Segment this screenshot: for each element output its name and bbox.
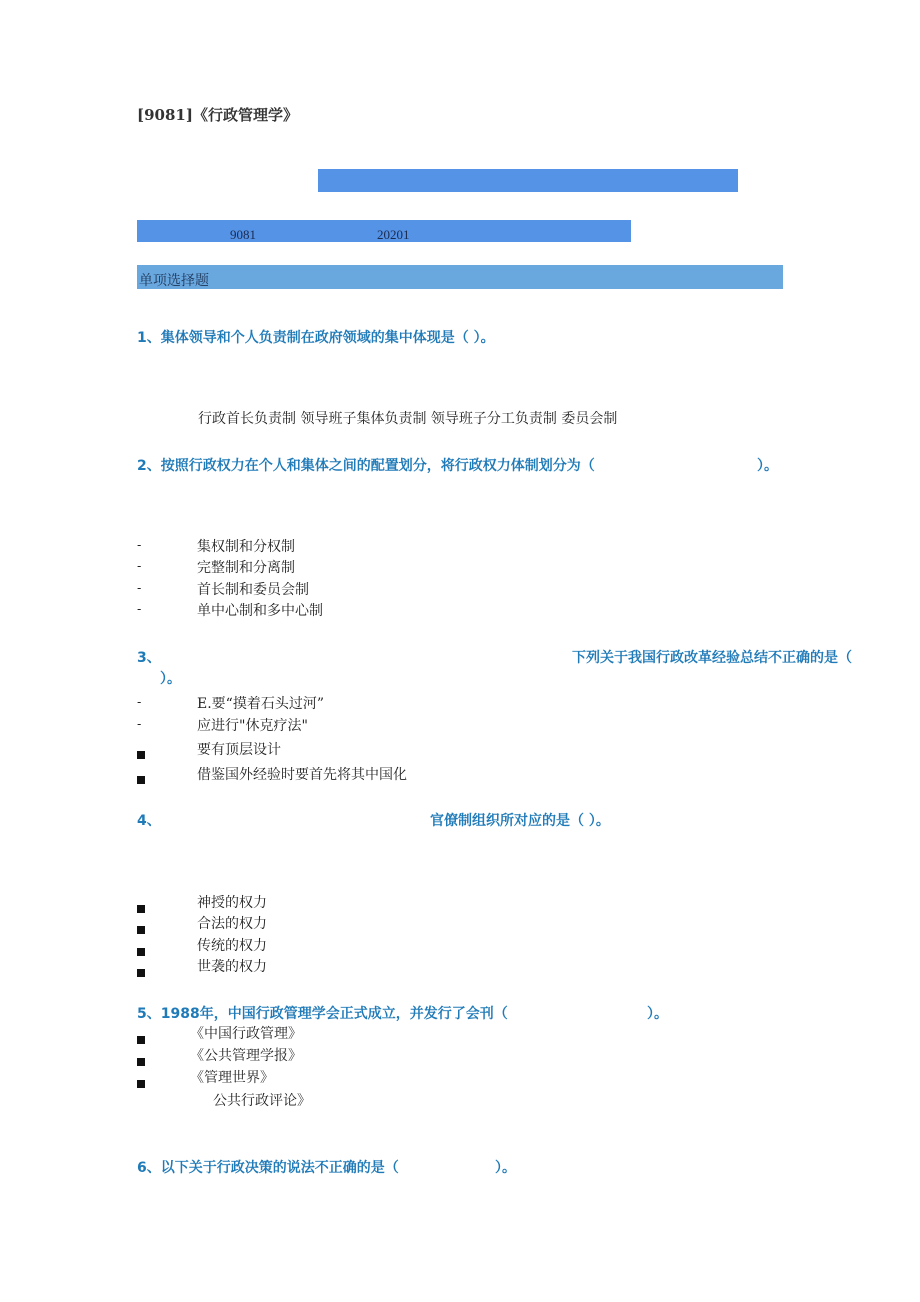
bullet-square (137, 1051, 145, 1070)
bullet-square (137, 962, 145, 981)
bullet-square (137, 941, 145, 960)
question-2-option-c: 首长制和委员会制 (197, 582, 309, 598)
question-2-option-d: 单中心制和多中心制 (197, 603, 323, 619)
question-2-option-b: 完整制和分离制 (197, 560, 295, 576)
question-5-option-a: 《中国行政管理》 (190, 1026, 302, 1042)
course-band (137, 220, 631, 242)
question-3-option-b: 应进行"休克疗法" (197, 718, 308, 734)
question-5: 5、1988年，中国行政管理学会正式成立，并发行了会刊（ (137, 1006, 508, 1022)
bullet-square (137, 744, 145, 763)
option-marker: - (137, 559, 142, 573)
course-code: 9081 (230, 227, 256, 242)
document-title: [9081]《行政管理学》 (137, 106, 298, 124)
bullet-square (137, 919, 145, 938)
question-3-option-d: 借鉴国外经验时要首先将其中国化 (197, 767, 407, 783)
option-marker: - (137, 602, 142, 616)
question-3: 下列关于我国行政改革经验总结不正确的是（ (572, 650, 852, 666)
option-marker: - (137, 717, 142, 731)
question-4-option-c: 传统的权力 (197, 938, 267, 954)
question-3-cont: ）。 (160, 671, 181, 687)
question-2-end: ）。 (757, 458, 778, 474)
bullet-square (137, 1029, 145, 1048)
section-band (137, 265, 783, 289)
question-5-end: ）。 (647, 1006, 668, 1022)
header-band (318, 169, 738, 192)
question-6: 6、以下关于行政决策的说法不正确的是（ (137, 1160, 399, 1176)
section-title: 单项选择题 (139, 273, 209, 289)
course-term: 20201 (377, 227, 410, 242)
question-5-option-b: 《公共管理学报》 (190, 1048, 302, 1064)
question-4: 官僚制组织所对应的是（ ）。 (430, 813, 610, 829)
option-marker: - (137, 581, 142, 595)
bullet-square (137, 1073, 145, 1092)
question-1: 1、集体领导和个人负责制在政府领域的集中体现是（ ）。 (137, 330, 495, 346)
option-marker: - (137, 695, 142, 709)
question-5-option-d: 公共行政评论》 (213, 1093, 311, 1109)
question-3-option-a: E.要“摸着石头过河” (197, 696, 324, 712)
bullet-square (137, 898, 145, 917)
question-4-option-b: 合法的权力 (197, 916, 267, 932)
question-3-option-c: 要有顶层设计 (197, 742, 281, 758)
bullet-square (137, 769, 145, 788)
question-2: 2、按照行政权力在个人和集体之间的配置划分，将行政权力体制划分为（ (137, 458, 595, 474)
question-1-options: 行政首长负责制 领导班子集体负责制 领导班子分工负责制 委员会制 (198, 411, 618, 427)
question-6-end: ）。 (495, 1160, 516, 1176)
question-3-number: 3、 (137, 650, 161, 666)
option-marker: - (137, 538, 142, 552)
question-4-option-d: 世袭的权力 (197, 959, 267, 975)
question-4-number: 4、 (137, 813, 161, 829)
question-4-option-a: 神授的权力 (197, 895, 267, 911)
question-2-option-a: 集权制和分权制 (197, 539, 295, 555)
question-5-option-c: 《管理世界》 (190, 1070, 274, 1086)
